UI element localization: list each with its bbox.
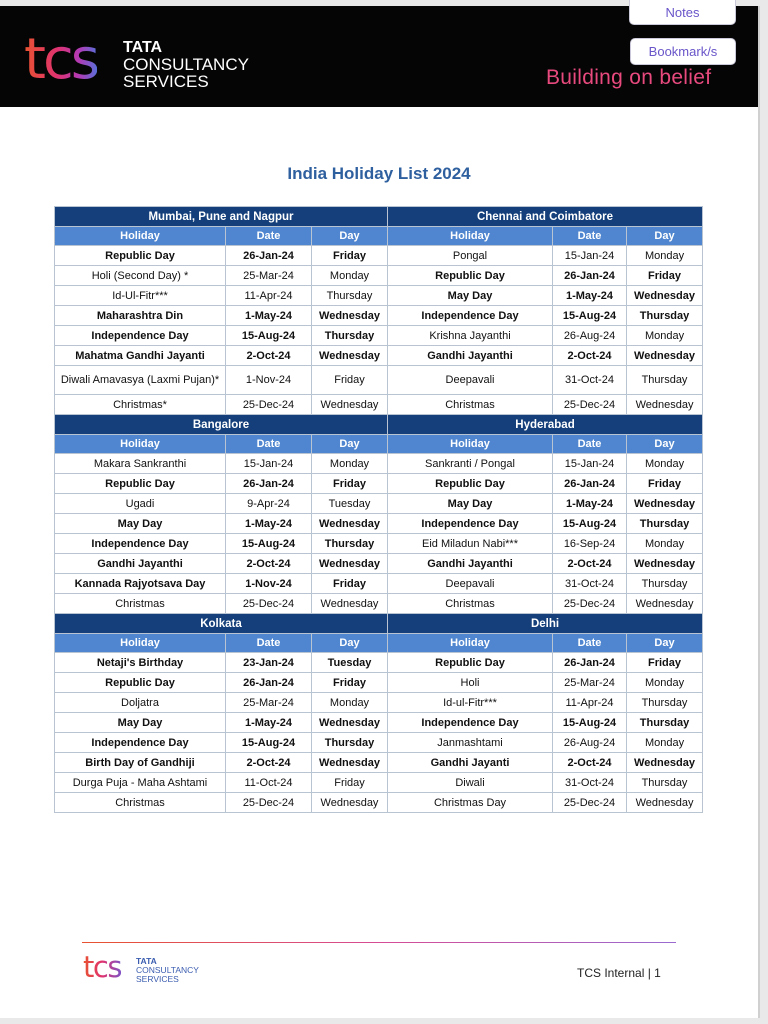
- table-row: [55, 474, 703, 494]
- city-name-right: Hyderabad: [388, 415, 703, 435]
- cell-date: 25-Mar-24: [226, 693, 312, 713]
- cell-day: Friday: [312, 574, 388, 594]
- cell-date: 26-Jan-24: [553, 266, 627, 286]
- cell-day: Monday: [312, 693, 388, 713]
- column-header-day: Day: [312, 435, 388, 454]
- cell-day: Friday: [627, 474, 703, 494]
- cell-day: Wednesday: [627, 793, 703, 813]
- table-row: [55, 574, 703, 594]
- cell-date: 15-Aug-24: [553, 713, 627, 733]
- cell-day: Friday: [312, 773, 388, 793]
- cell-date: 25-Dec-24: [226, 793, 312, 813]
- cell-day: Wednesday: [312, 554, 388, 574]
- table-row: [55, 693, 703, 713]
- table-row: [55, 366, 703, 395]
- cell-holiday: Republic Day: [388, 653, 553, 673]
- cell-day: Friday: [312, 474, 388, 494]
- table-row: [55, 306, 703, 326]
- cell-day: Thursday: [312, 286, 388, 306]
- tagline: Building on belief: [546, 66, 712, 89]
- page-title: India Holiday List 2024: [287, 164, 471, 183]
- cell-date: 1-Nov-24: [226, 574, 312, 594]
- company-name-line3: SERVICES: [123, 72, 209, 91]
- company-name-line2: CONSULTANCY: [123, 55, 249, 74]
- holiday-table: [54, 206, 703, 813]
- cell-day: Wednesday: [627, 594, 703, 614]
- cell-day: Thursday: [312, 733, 388, 753]
- cell-day: Thursday: [627, 306, 703, 326]
- cell-holiday: May Day: [388, 286, 553, 306]
- column-header-holiday: Holiday: [55, 634, 226, 653]
- cell-day: Thursday: [312, 534, 388, 554]
- cell-holiday: Kannada Rajyotsava Day: [55, 574, 226, 594]
- table-row: [55, 266, 703, 286]
- notes-button[interactable]: Notes: [629, 0, 736, 25]
- cell-date: 15-Jan-24: [226, 454, 312, 474]
- cell-holiday: Krishna Jayanthi: [388, 326, 553, 346]
- cell-date: 31-Oct-24: [553, 366, 627, 395]
- cell-date: 15-Aug-24: [226, 534, 312, 554]
- cell-date: 25-Dec-24: [553, 594, 627, 614]
- cell-holiday: Gandhi Jayanthi: [388, 346, 553, 366]
- cell-holiday: Mahatma Gandhi Jayanti: [55, 346, 226, 366]
- city-name-left: Bangalore: [55, 415, 388, 435]
- cell-day: Wednesday: [627, 395, 703, 415]
- cell-day: Thursday: [627, 514, 703, 534]
- column-header-holiday: Holiday: [388, 227, 553, 246]
- cell-date: 1-May-24: [226, 514, 312, 534]
- cell-holiday: Republic Day: [388, 474, 553, 494]
- table-row: [55, 554, 703, 574]
- cell-holiday: Durga Puja - Maha Ashtami: [55, 773, 226, 793]
- cell-holiday: Independence Day: [55, 733, 226, 753]
- column-header-day: Day: [312, 634, 388, 653]
- column-header-date: Date: [226, 634, 312, 653]
- tcs-logo: tcs: [24, 27, 97, 92]
- table-row: [55, 494, 703, 514]
- city-name-left: Kolkata: [55, 614, 388, 634]
- footer-company-name: [136, 957, 199, 984]
- table-row: [55, 395, 703, 415]
- cell-holiday: May Day: [55, 713, 226, 733]
- cell-day: Monday: [312, 266, 388, 286]
- cell-date: 31-Oct-24: [553, 773, 627, 793]
- footer-company-line3: SERVICES: [136, 974, 179, 984]
- cell-holiday: May Day: [388, 494, 553, 514]
- cell-day: Wednesday: [312, 346, 388, 366]
- cell-date: 15-Aug-24: [226, 733, 312, 753]
- cell-day: Wednesday: [312, 753, 388, 773]
- cell-date: 25-Dec-24: [553, 793, 627, 813]
- column-header-day: Day: [627, 634, 703, 653]
- cell-day: Friday: [312, 673, 388, 693]
- column-header-day: Day: [627, 435, 703, 454]
- table-row: [55, 594, 703, 614]
- cell-date: 2-Oct-24: [553, 346, 627, 366]
- cell-date: 9-Apr-24: [226, 494, 312, 514]
- table-row: [55, 773, 703, 793]
- column-header-date: Date: [553, 435, 627, 454]
- column-header-day: Day: [627, 227, 703, 246]
- cell-day: Monday: [627, 733, 703, 753]
- cell-holiday: Republic Day: [55, 246, 226, 266]
- cell-holiday: Christmas: [388, 395, 553, 415]
- cell-holiday: Christmas: [55, 793, 226, 813]
- cell-date: 11-Apr-24: [226, 286, 312, 306]
- column-header-date: Date: [226, 227, 312, 246]
- cell-day: Friday: [627, 653, 703, 673]
- cell-holiday: Christmas Day: [388, 793, 553, 813]
- bookmark-button[interactable]: Bookmark/s: [630, 38, 736, 65]
- column-header-day: Day: [312, 227, 388, 246]
- cell-date: 15-Jan-24: [553, 246, 627, 266]
- cell-date: 25-Dec-24: [553, 395, 627, 415]
- cell-date: 1-Nov-24: [226, 366, 312, 395]
- cell-day: Thursday: [627, 773, 703, 793]
- cell-date: 15-Aug-24: [226, 326, 312, 346]
- footer-tcs-logo: tcs: [83, 950, 121, 984]
- cell-date: 25-Mar-24: [553, 673, 627, 693]
- cell-holiday: Independence Day: [388, 306, 553, 326]
- column-header-date: Date: [553, 227, 627, 246]
- cell-date: 1-May-24: [226, 306, 312, 326]
- city-header-row: [55, 415, 703, 435]
- cell-date: 31-Oct-24: [553, 574, 627, 594]
- cell-day: Friday: [627, 266, 703, 286]
- cell-day: Monday: [627, 673, 703, 693]
- cell-holiday: Netaji's Birthday: [55, 653, 226, 673]
- cell-holiday: Holi: [388, 673, 553, 693]
- cell-holiday: Sankranti / Pongal: [388, 454, 553, 474]
- cell-date: 1-May-24: [226, 713, 312, 733]
- cell-date: 2-Oct-24: [226, 753, 312, 773]
- cell-holiday: Gandhi Jayanthi: [55, 554, 226, 574]
- company-name: [123, 39, 249, 90]
- cell-holiday: Independence Day: [55, 534, 226, 554]
- cell-date: 1-May-24: [553, 494, 627, 514]
- cell-date: 1-May-24: [553, 286, 627, 306]
- cell-day: Wednesday: [312, 514, 388, 534]
- cell-date: 26-Jan-24: [226, 246, 312, 266]
- cell-holiday: Independence Day: [388, 713, 553, 733]
- cell-holiday: Independence Day: [388, 514, 553, 534]
- cell-day: Wednesday: [312, 793, 388, 813]
- cell-date: 25-Dec-24: [226, 594, 312, 614]
- cell-day: Wednesday: [627, 286, 703, 306]
- table-row: [55, 514, 703, 534]
- cell-day: Friday: [312, 366, 388, 395]
- cell-holiday: Independence Day: [55, 326, 226, 346]
- column-header-holiday: Holiday: [55, 435, 226, 454]
- city-name-right: Delhi: [388, 614, 703, 634]
- cell-holiday: Deepavali: [388, 366, 553, 395]
- cell-holiday: Gandhi Jayanti: [388, 753, 553, 773]
- cell-holiday: Doljatra: [55, 693, 226, 713]
- table-row: [55, 246, 703, 266]
- cell-holiday: Christmas: [55, 594, 226, 614]
- cell-date: 26-Aug-24: [553, 326, 627, 346]
- cell-date: 23-Jan-24: [226, 653, 312, 673]
- column-header-holiday: Holiday: [388, 634, 553, 653]
- table-row: [55, 753, 703, 773]
- table-row: [55, 733, 703, 753]
- table-row: [55, 713, 703, 733]
- cell-date: 26-Jan-24: [226, 673, 312, 693]
- cell-holiday: Makara Sankranthi: [55, 454, 226, 474]
- column-header-holiday: Holiday: [388, 435, 553, 454]
- cell-holiday: Ugadi: [55, 494, 226, 514]
- city-header-row: [55, 614, 703, 634]
- city-header-row: [55, 207, 703, 227]
- cell-holiday: Pongal: [388, 246, 553, 266]
- cell-day: Wednesday: [312, 395, 388, 415]
- cell-date: 26-Jan-24: [226, 474, 312, 494]
- cell-day: Monday: [627, 534, 703, 554]
- cell-date: 15-Aug-24: [553, 514, 627, 534]
- cell-date: 15-Jan-24: [553, 454, 627, 474]
- cell-date: 25-Dec-24: [226, 395, 312, 415]
- column-header-holiday: Holiday: [55, 227, 226, 246]
- cell-holiday: Diwali: [388, 773, 553, 793]
- cell-holiday: Id-Ul-Fitr***: [55, 286, 226, 306]
- cell-day: Friday: [312, 246, 388, 266]
- cell-day: Tuesday: [312, 494, 388, 514]
- column-header-date: Date: [553, 634, 627, 653]
- cell-day: Monday: [627, 454, 703, 474]
- cell-date: 26-Aug-24: [553, 733, 627, 753]
- cell-date: 2-Oct-24: [226, 554, 312, 574]
- table-row: [55, 653, 703, 673]
- cell-day: Wednesday: [312, 594, 388, 614]
- cell-day: Thursday: [627, 366, 703, 395]
- document-page: [0, 6, 758, 1018]
- cell-holiday: May Day: [55, 514, 226, 534]
- cell-holiday: Eid Miladun Nabi***: [388, 534, 553, 554]
- cell-day: Wednesday: [312, 713, 388, 733]
- cell-day: Monday: [627, 246, 703, 266]
- cell-date: 26-Jan-24: [553, 474, 627, 494]
- table-row: [55, 793, 703, 813]
- cell-date: 2-Oct-24: [553, 554, 627, 574]
- city-name-left: Mumbai, Pune and Nagpur: [55, 207, 388, 227]
- cell-day: Wednesday: [627, 346, 703, 366]
- table-row: [55, 673, 703, 693]
- cell-day: Thursday: [627, 574, 703, 594]
- cell-date: 25-Mar-24: [226, 266, 312, 286]
- cell-day: Tuesday: [312, 653, 388, 673]
- cell-day: Thursday: [627, 713, 703, 733]
- column-header-row: [55, 435, 703, 454]
- cell-date: 11-Apr-24: [553, 693, 627, 713]
- table-row: [55, 326, 703, 346]
- footer-company-line1: TATA: [136, 956, 157, 966]
- cell-holiday: Deepavali: [388, 574, 553, 594]
- table-row: [55, 346, 703, 366]
- cell-holiday: Maharashtra Din: [55, 306, 226, 326]
- table-row: [55, 534, 703, 554]
- table-row: [55, 454, 703, 474]
- cell-day: Wednesday: [312, 306, 388, 326]
- cell-date: 2-Oct-24: [553, 753, 627, 773]
- cell-holiday: Birth Day of Gandhiji: [55, 753, 226, 773]
- cell-day: Wednesday: [627, 554, 703, 574]
- footer-divider: [82, 942, 676, 943]
- cell-day: Monday: [312, 454, 388, 474]
- classification-label: TCS Internal | 1: [577, 966, 661, 980]
- cell-day: Monday: [627, 326, 703, 346]
- cell-day: Wednesday: [627, 753, 703, 773]
- cell-day: Wednesday: [627, 494, 703, 514]
- cell-holiday: Republic Day: [388, 266, 553, 286]
- cell-date: 11-Oct-24: [226, 773, 312, 793]
- cell-date: 2-Oct-24: [226, 346, 312, 366]
- cell-day: Thursday: [312, 326, 388, 346]
- cell-date: 15-Aug-24: [553, 306, 627, 326]
- company-name-line1: TATA: [123, 39, 163, 56]
- column-header-row: [55, 227, 703, 246]
- cell-date: 16-Sep-24: [553, 534, 627, 554]
- cell-holiday: Diwali Amavasya (Laxmi Pujan)*: [55, 366, 226, 395]
- column-header-row: [55, 634, 703, 653]
- cell-holiday: Republic Day: [55, 474, 226, 494]
- column-header-date: Date: [226, 435, 312, 454]
- cell-holiday: Gandhi Jayanthi: [388, 554, 553, 574]
- city-name-right: Chennai and Coimbatore: [388, 207, 703, 227]
- cell-holiday: Republic Day: [55, 673, 226, 693]
- table-row: [55, 286, 703, 306]
- cell-holiday: Christmas*: [55, 395, 226, 415]
- cell-date: 26-Jan-24: [553, 653, 627, 673]
- cell-holiday: Holi (Second Day) *: [55, 266, 226, 286]
- cell-holiday: Janmashtami: [388, 733, 553, 753]
- footer-company-line2: CONSULTANCY: [136, 965, 199, 975]
- cell-holiday: Christmas: [388, 594, 553, 614]
- cell-day: Thursday: [627, 693, 703, 713]
- cell-holiday: Id-ul-Fitr***: [388, 693, 553, 713]
